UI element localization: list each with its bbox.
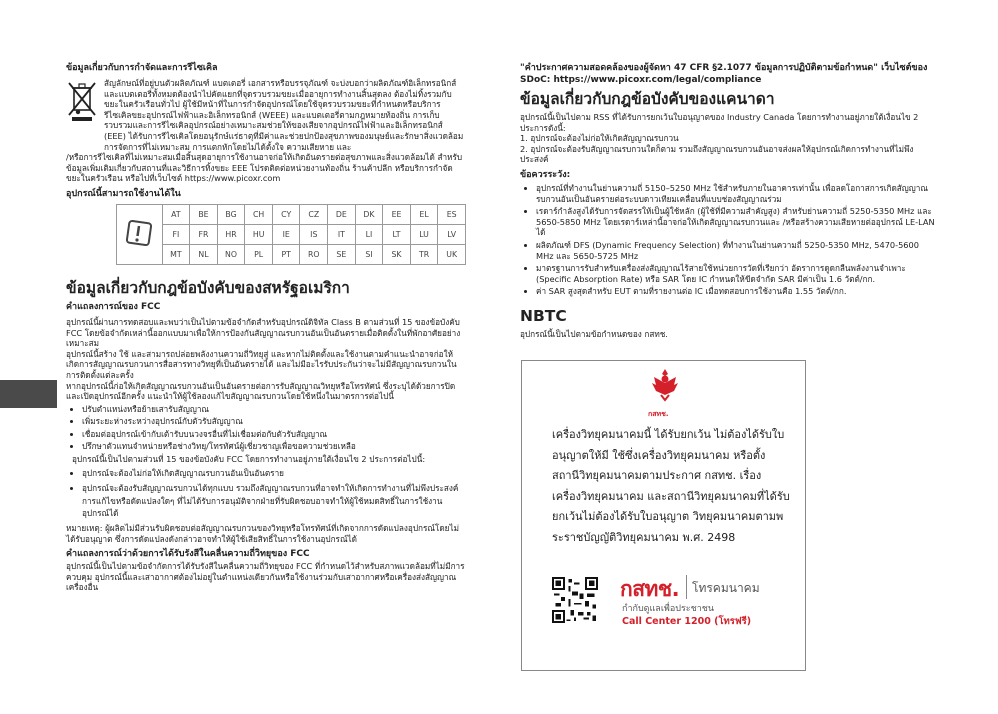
weee-paragraph-continued: /หรือการรีไซเคิลที่ไม่เหมาะสมเมื่อสิ้นสุดอายุการใช้งานอาจก่อให้เกิดอันตรายต่อสุขภาพและสิ่งแวดล้อมได้ สำหรับข้อมูลเพิ่มเติมเกี่ยวกับสถานที่และวิธีการทิ้งขยะ EEE โปรดติดต่อหน่วยงานท้องถิ่น ร้านค้าปลีก หรือบริการกำจัดขยะในครัวเรือน หรือไปที่เว็บไซต์ https://www.picoxr.com [66, 152, 463, 184]
weee-crossed-bin-icon [66, 80, 98, 122]
nbtc-logo-tagline: กำกับดูแลเพื่อประชาชน [622, 604, 715, 614]
canada-regulatory-heading: ข้อมูลเกี่ยวกับกฎข้อบังคับของแคนาดา [520, 90, 775, 108]
country-cell: IE [272, 224, 300, 244]
list-item: • เชื่อมต่ออุปกรณ์เข้ากับเต้ารับบนวงจรอื่นที่ไม่เชื่อมต่อกับตัวรับสัญญาณ [82, 429, 466, 440]
country-cell: CZ [300, 204, 328, 224]
right-column [520, 62, 938, 340]
country-table [116, 204, 466, 265]
caution-heading: ข้อควรระวัง: [520, 169, 571, 180]
nbtc-call-center: Call Center 1200 (โทรฟรี) [622, 616, 752, 627]
restriction-warning-cell [117, 204, 163, 264]
country-cell: IS [300, 224, 328, 244]
country-cell: RO [300, 244, 328, 264]
nbtc-heading: NBTC [520, 306, 567, 325]
country-cell: SK [383, 244, 411, 264]
country-cell: PL [245, 244, 273, 264]
rf-exposure-paragraph: อุปกรณ์นี้เป็นไปตามข้อจำกัดการได้รับรังสีในคลื่นความถี่วิทยุของ FCC ที่กำหนดไว้สำหรับสภาพแวดล้อมที่ไม่มีการควบคุม อุปกรณ์นี้และเสาอากาศต้องไม่อยู่ในตำแหน่งเดียวกันหรือใช้งานร่วมกับเสาอากาศหรือเครื่องส่งสัญญาณเครื่องอื่น [66, 561, 465, 593]
canada-condition-1: 1. อุปกรณ์จะต้องไม่ก่อให้เกิดสัญญาณรบกวน [520, 133, 679, 144]
fcc-paragraph-1: อุปกรณ์นี้ผ่านการทดสอบและพบว่าเป็นไปตามข้อจำกัดสำหรับอุปกรณ์ดิจิทัล Class B ตามส่วนที่ 15 ของข้อบังคับ FCC โดยข้อจำกัดเหล่านี้ออกแบบมาเพื่อให้การป้องกันสัญญาณรบกวนอันเป็นอันตรายเมื่อติดตั้งในที่พักอาศัยอย่างเหมาะสม [66, 316, 461, 349]
fcc-paragraph-3: หากอุปกรณ์นี้ก่อให้เกิดสัญญาณรบกวนอันเป็นอันตรายต่อการรับสัญญาณวิทยุหรือโทรทัศน์ ซึ่งระบุได้ด้วยการปิดและเปิดอุปกรณ์อีกครั้ง แนะนำให้ผู้ใช้ลองแก้ไขสัญญาณรบกวนโดยใช้หนึ่งในมาตรการต่อไปนี้ [66, 380, 456, 402]
country-cell: SE [328, 244, 356, 264]
fcc-conditions-list [66, 467, 466, 520]
country-cell: HU [245, 224, 273, 244]
weee-block [66, 78, 466, 152]
qr-code-icon [552, 577, 598, 623]
country-cell: NL [190, 244, 218, 264]
fcc-measures-list [66, 404, 466, 452]
country-cell: LU [410, 224, 438, 244]
country-cell: LV [438, 224, 466, 244]
list-item: • มาตรฐานการรับสำหรับเครื่องส่งสัญญาณไร้สายใช้หน่วยการวัดที่เรียกว่า อัตราการดูดกลืนพลังงานจำเพาะ (Specific Absorption Rate) หรือ SAR โดย IC กำหนดให้ขีดจำกัด SAR มีค่าเป็น 1.6 วัตต์/กก. [536, 263, 938, 284]
country-cell: LI [355, 224, 383, 244]
list-item: • อุปกรณ์จะต้องไม่ก่อให้เกิดสัญญาณรบกวนอันเป็นอันตราย [82, 467, 466, 480]
restriction-warning-icon [124, 218, 154, 248]
country-cell: DE [328, 204, 356, 224]
country-cell: IT [328, 224, 356, 244]
list-item: • อุปกรณ์ที่ทำงานในย่านความถี่ 5150–5250 MHz ใช้สำหรับภายในอาคารเท่านั้น เพื่อลดโอกาสการเกิดสัญญาณรบกวนอันเป็นอันตรายต่อระบบดาวเทียมเคลื่อนที่แบบช่องสัญญาณร่วม [536, 183, 938, 204]
logo-divider [686, 575, 687, 599]
list-item: • ผลิตภัณฑ์ DFS (Dynamic Frequency Selection) ที่ทำงานในย่านความถี่ 5250-5350 MHz, 5470-5600 MHz และ 5650-5725 MHz [536, 240, 938, 261]
fcc-paragraph-2: อุปกรณ์นี้สร้าง ใช้ และสามารถปล่อยพลังงานความถี่วิทยุสู่ และหากไม่ติดตั้งและใช้งานตามคำแนะนำอาจก่อให้เกิดการสัญญาณรบกวนการสื่อสารทางวิทยุที่เป็นอันตรายได้ และไม่มีอะไรรับประกันว่าจะไม่มีสัญญาณรบกวนในการติดตั้งแต่ละครั้ง [66, 348, 457, 380]
country-cell: ES [438, 204, 466, 224]
country-cell: CH [245, 204, 273, 224]
fcc-paragraph-4: อุปกรณ์นี้เป็นไปตามส่วนที่ 15 ของข้อบังคับ FCC โดยการทำงานอยู่ภายใต้เงื่อนไข 2 ประการต่อไปนี้: [72, 454, 426, 465]
list-item: • ค่า SAR สูงสุดสำหรับ EUT ตามที่รายงานต่อ IC เมื่อทดสอบการใช้งานคือ 1.55 วัตต์/กก. [536, 286, 938, 297]
disposal-heading: ข้อมูลเกี่ยวกับการกำจัดและการรีไซเคิล [66, 63, 218, 73]
thai-garuda-emblem-icon [650, 367, 680, 409]
country-cell: BG [217, 204, 245, 224]
fcc-heading: คำแถลงการณ์ของ FCC [66, 301, 161, 312]
country-cell: TR [410, 244, 438, 264]
country-cell: BE [190, 204, 218, 224]
country-cell: FR [190, 224, 218, 244]
countries-heading: อุปกรณ์นี้สามารถใช้งานได้ใน [66, 188, 181, 199]
nbtc-logo-text: กสทช. [620, 577, 680, 601]
rf-exposure-heading: คำแถลงการณ์ว่าด้วยการได้รับรังสีในคลื่นความถี่วิทยุของ FCC [66, 549, 310, 560]
page-edge-tab [0, 380, 57, 408]
list-item: • ปรับตำแหน่งหรือย้ายเสารับสัญญาณ [82, 404, 466, 415]
sdoc-text: "คำประกาศความสอดคล้องของผู้จัดหา 47 CFR §2.1077 ข้อมูลการปฏิบัติตามข้อกำหนด" เว็บไซต์ของ SDoC: https://www.picoxr.com/legal/compliance [520, 63, 928, 85]
country-cell: HR [217, 224, 245, 244]
list-item: • อุปกรณ์จะต้องรับสัญญาณรบกวนได้ทุกแบบ รวมถึงสัญญาณรบกวนที่อาจทำให้เกิดการทำงานที่ไม่พึงประสงค์ การแก้ไขหรือดัดแปลงใดๆ ที่ไม่ได้รับการอนุมัติจากฝ่ายที่รับผิดชอบอาจทำให้ผู้ใช้หมดสิทธิ์ในการใช้งานอุปกรณ์ได้ [82, 482, 466, 520]
weee-paragraph: สัญลักษณ์ที่อยู่บนตัวผลิตภัณฑ์ แบตเตอรี่ เอกสารหรือบรรจุภัณฑ์ จะบ่งบอกว่าผลิตภัณฑ์อิเล็กทรอนิกส์และแบตเตอรี่ทั้งหมดต้องนำไปคัดแยกที่จุดรวบรวมขยะเมื่ออายุการทำงานสิ้นสุดลง ต้องไม่ทิ้งรวมกับขยะในครัวเรือนทั่วไป ผู้ใช้มีหน้าที่ในการกำจัดอุปกรณ์โดยใช้จุดรวบรวมขยะที่กำหนดหรือบริการรีไซเคิลขยะอุปกรณ์ไฟฟ้าและอิเล็กทรอนิกส์ (WEEE) และแบตเตอรี่ตามกฎหมายท้องถิ่น การเก็บรวบรวมและการรีไซเคิลอุปกรณ์อย่างเหมาะสมช่วยให้ของเสียจากอุปกรณ์ไฟฟ้าและอิเล็กทรอนิกส์ (EEE) ได้รับการรีไซเคิลโดยอนุรักษ์แร่ธาตุที่มีค่าและช่วยปกป้องสุขภาพของมนุษย์และรักษาสิ่งแวดล้อม การจัดการที่ไม่เหมาะสม การแตกหักโดยไม่ได้ตั้งใจ ความเสียหาย และ [104, 78, 464, 152]
canada-paragraph: อุปกรณ์นี้เป็นไปตาม RSS ที่ได้รับการยกเว้นใบอนุญาตของ Industry Canada โดยการทำงานอยู่ภายใต้เงื่อนไข 2 ประการดังนี้: [520, 112, 919, 133]
country-cell: AT [162, 204, 190, 224]
emblem-caption: กสทช. [648, 410, 669, 418]
country-cell: UK [438, 244, 466, 264]
country-cell: PT [272, 244, 300, 264]
list-item: • เพิ่มระยะห่างระหว่างอุปกรณ์กับตัวรับสัญญาณ [82, 416, 466, 427]
list-item: • ปรึกษาตัวแทนจำหน่ายหรือช่างวิทยุ/โทรทัศน์ผู้เชี่ยวชาญเพื่อขอความช่วยเหลือ [82, 441, 466, 452]
nbtc-exemption-text: เครื่องวิทยุคมนาคมนี้ ได้รับยกเว้น ไม่ต้องได้รับใบอนุญาตให้มี ใช้ซึ่งเครื่องวิทยุคมนาคม หรือตั้งสถานีวิทยุคมนาคมตามประกาศ กสทช. เรื่อง เครื่องวิทยุคมนาคม และสถานีวิทยุคมนาคมที่ได้รับยกเว้นไม่ต้องได้รับใบอนุญาต วิทยุคมนาคมตามพระราชบัญญัติวิทยุคมนาคม พ.ศ. 2498 [552, 428, 790, 544]
country-cell: EE [383, 204, 411, 224]
country-cell: LT [383, 224, 411, 244]
left-column [66, 62, 466, 593]
country-cell: FI [162, 224, 190, 244]
country-cell: CY [272, 204, 300, 224]
country-cell: MT [162, 244, 190, 264]
country-cell: SI [355, 244, 383, 264]
caution-list [520, 183, 938, 297]
country-cell: DK [355, 204, 383, 224]
country-cell: EL [410, 204, 438, 224]
us-regulatory-heading: ข้อมูลเกี่ยวกับกฎข้อบังคับของสหรัฐอเมริกา [66, 278, 350, 297]
nbtc-paragraph: อุปกรณ์นี้เป็นไปตามข้อกำหนดของ กสทช. [520, 328, 668, 339]
list-item: • เรดาร์กำลังสูงได้รับการจัดสรรให้เป็นผู้ใช้หลัก (ผู้ใช้ที่มีความสำคัญสูง) สำหรับย่านความถี่ 5250-5350 MHz และ 5650-5850 MHz โดยเรดาร์เหล่านี้อาจก่อให้เกิดสัญญาณรบกวนและ /หรือสร้างความเสียหายต่ออุปกรณ์ LE-LAN ได้ [536, 206, 938, 238]
fcc-note: หมายเหตุ: ผู้ผลิตไม่มีส่วนรับผิดชอบต่อสัญญาณรบกวนของวิทยุหรือโทรทัศน์ที่เกิดจากการดัดแปลงอุปกรณ์โดยไม่ได้รับอนุญาต ซึ่งการดัดแปลงดังกล่าวอาจทำให้ผู้ใช้เสียสิทธิ์ในการใช้งานอุปกรณ์ได้ [66, 523, 459, 544]
nbtc-logo-subtitle: โทรคมนาคม [692, 581, 760, 595]
nbtc-label-box [521, 360, 806, 671]
canada-condition-2: 2. อุปกรณ์จะต้องรับสัญญาณรบกวนใดก็ตาม รวมถึงสัญญาณรบกวนอันอาจส่งผลให้อุปกรณ์เกิดการทำงานที่ไม่พึงประสงค์ [520, 143, 914, 165]
country-cell: NO [217, 244, 245, 264]
